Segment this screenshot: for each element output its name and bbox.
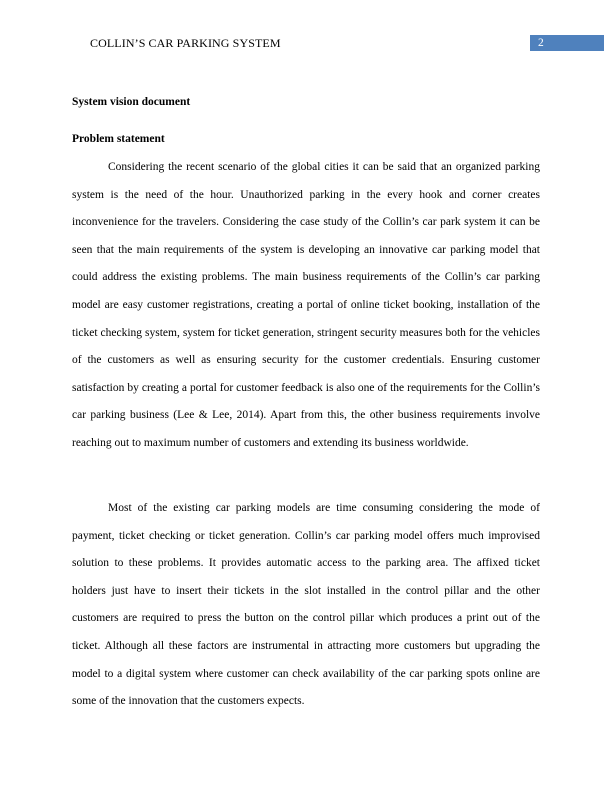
page-number-badge: 2 bbox=[530, 35, 604, 51]
document-title: System vision document bbox=[72, 96, 191, 108]
running-header-title: COLLIN’S CAR PARKING SYSTEM bbox=[90, 36, 281, 50]
body-paragraph-2: Most of the existing car parking models are time consuming considering the mode of payment, ticket checking or ticket generation. Collin’s car parking model offers much improvised solution to these problems. It provides automatic access to the parking area. The affixed ticket holders just have to insert their tickets in the slot installed in the control pillar and the other customers are required to press the button on the control pillar which produces a print out of the ticket. Although all these factors are instrumental in attracting more customers but upgrading the model to a digital system where customer can check availability of the car parking spots online are some of the innovation that the customers expects. bbox=[72, 502, 540, 708]
body-paragraph-1: Considering the recent scenario of the global cities it can be said that an organized parking system is the need of the hour. Unauthorized parking in the every hook and corner creates inconvenience for the travelers. Considering the case study of the Collin’s car park system it can be seen that the main requirements of the system is developing an innovative car parking model that could address the existing problems. The main business requirements of the Collin’s car parking model are easy customer registrations, creating a portal of online ticket booking, installation of the ticket checking system, system for ticket generation, stringent security measures both for the vehicles of the customers as well as ensuring security for the customer credentials. Ensuring customer satisfaction by creating a portal for customer feedback is also one of the requirements for the Collin’s car parking business (Lee & Lee, 2014). Apart from this, the other business requirements involve reaching out to maximum number of customers and extending its business worldwide. bbox=[72, 161, 540, 449]
section-heading-problem-statement: Problem statement bbox=[72, 133, 165, 145]
